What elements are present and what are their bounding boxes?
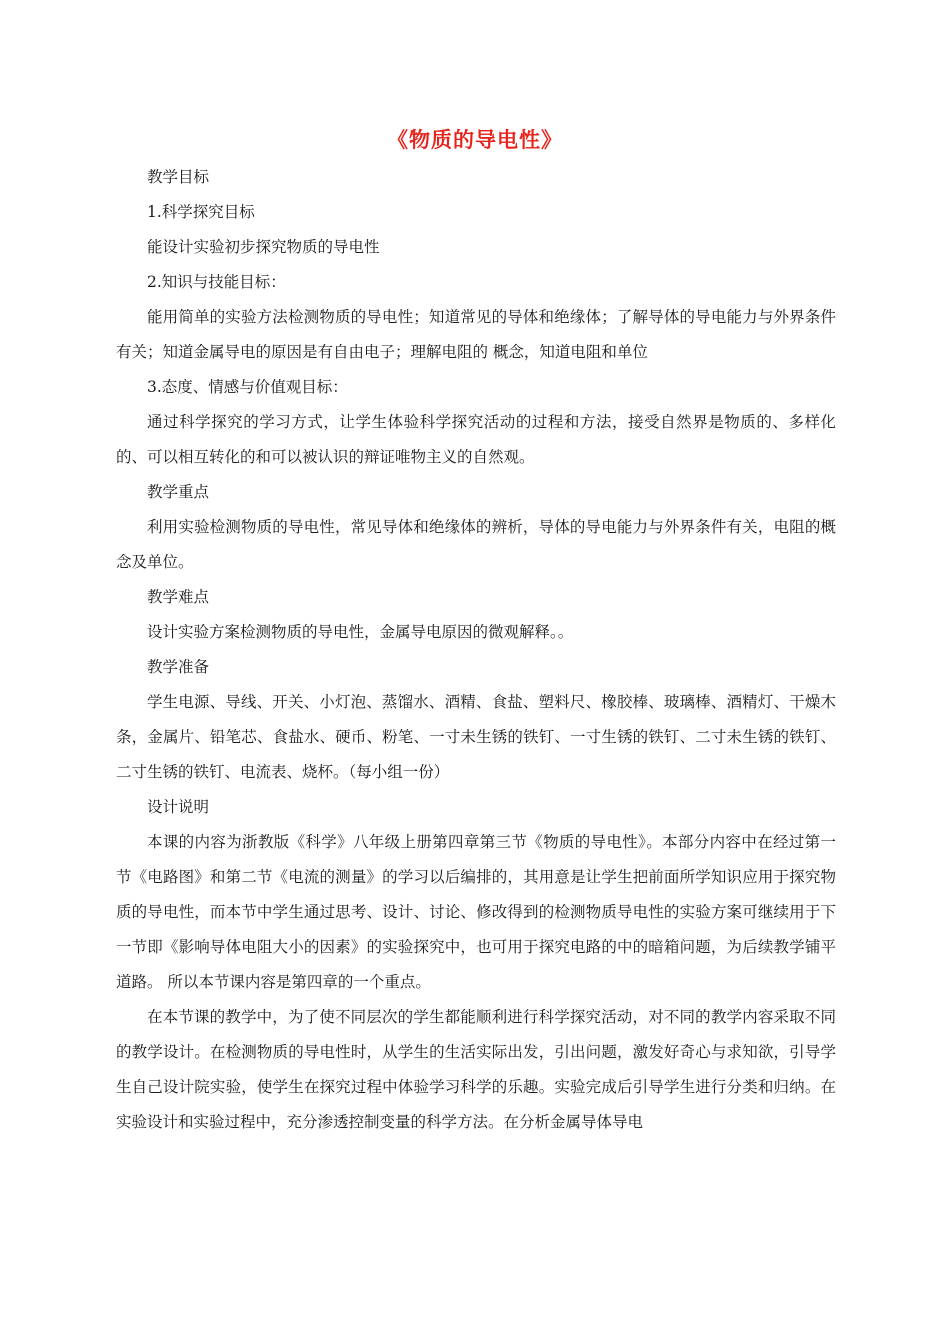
- paragraph-preparation: 学生电源、导线、开关、小灯泡、蒸馏水、酒精、食盐、塑料尺、橡胶棒、玻璃棒、酒精灯、干燥木条，金属片、铅笔芯、食盐水、硬币、粉笔、一寸未生锈的铁钉、一寸生锈的铁钉、二寸未生锈的铁钉、二寸生锈的铁钉、电流表、烧杯。（每小组一份）: [116, 693, 836, 781]
- paragraph-inquiry-goal: 能设计实验初步探究物质的导电性: [147, 238, 380, 256]
- paragraph-difficulties: 设计实验方案检测物质的导电性，金属导电原因的微观解释。。: [147, 623, 574, 641]
- paragraph-key-points: 利用实验检测物质的导电性，常见导体和绝缘体的辨析，导体的导电能力与外界条件有关，电阻的概念及单位。: [116, 518, 836, 571]
- subheading-attitude-goal: 3.态度、情感与价值观目标：: [147, 378, 348, 396]
- document-title: 《物质的导电性》: [387, 128, 563, 152]
- section-heading-design-notes: 设计说明: [147, 798, 210, 816]
- section-heading-difficulties: 教学难点: [147, 588, 210, 606]
- section-heading-objectives: 教学目标: [147, 168, 210, 186]
- paragraph-design-notes-1: 本课的内容为浙教版《科学》八年级上册第四章第三节《物质的导电性》。本部分内容中在经过第一节《电路图》和第二节《电流的测量》的学习以后编排的，其用意是让学生把前面所学知识应用于探究物质的导电性，而本节中学生通过思考、设计、讨论、修改得到的检测物质导电性的实验方案可继续用于下一节即《影响导体电阻大小的因素》的实验探究中，也可用于探究电路的中的暗箱问题，为后续教学铺平道路。 所以本节课内容是第四章的一个重点。: [116, 833, 836, 991]
- subheading-knowledge-goal: 2.知识与技能目标：: [147, 273, 286, 291]
- document-body: [116, 160, 836, 1140]
- paragraph-knowledge-goal: 能用简单的实验方法检测物质的导电性；知道常见的导体和绝缘体；了解导体的导电能力与外界条件有关；知道金属导电的原因是有自由电子；理解电阻的 概念，知道电阻和单位: [116, 308, 836, 361]
- section-heading-preparation: 教学准备: [147, 658, 210, 676]
- section-heading-key-points: 教学重点: [147, 483, 210, 501]
- paragraph-attitude-goal: 通过科学探究的学习方式，让学生体验科学探究活动的过程和方法，接受自然界是物质的、多样化的、可以相互转化的和可以被认识的辩证唯物主义的自然观。: [116, 413, 836, 466]
- subheading-inquiry-goal: 1.科学探究目标: [147, 203, 255, 221]
- paragraph-design-notes-2: 在本节课的教学中，为了使不同层次的学生都能顺利进行科学探究活动，对不同的教学内容采取不同的教学设计。在检测物质的导电性时，从学生的生活实际出发，引出问题，激发好奇心与求知欲，引导学生自己设计院实验，使学生在探究过程中体验学习科学的乐趣。实验完成后引导学生进行分类和归纳。在实验设计和实验过程中，充分渗透控制变量的科学方法。在分析金属导体导电: [116, 1008, 836, 1131]
